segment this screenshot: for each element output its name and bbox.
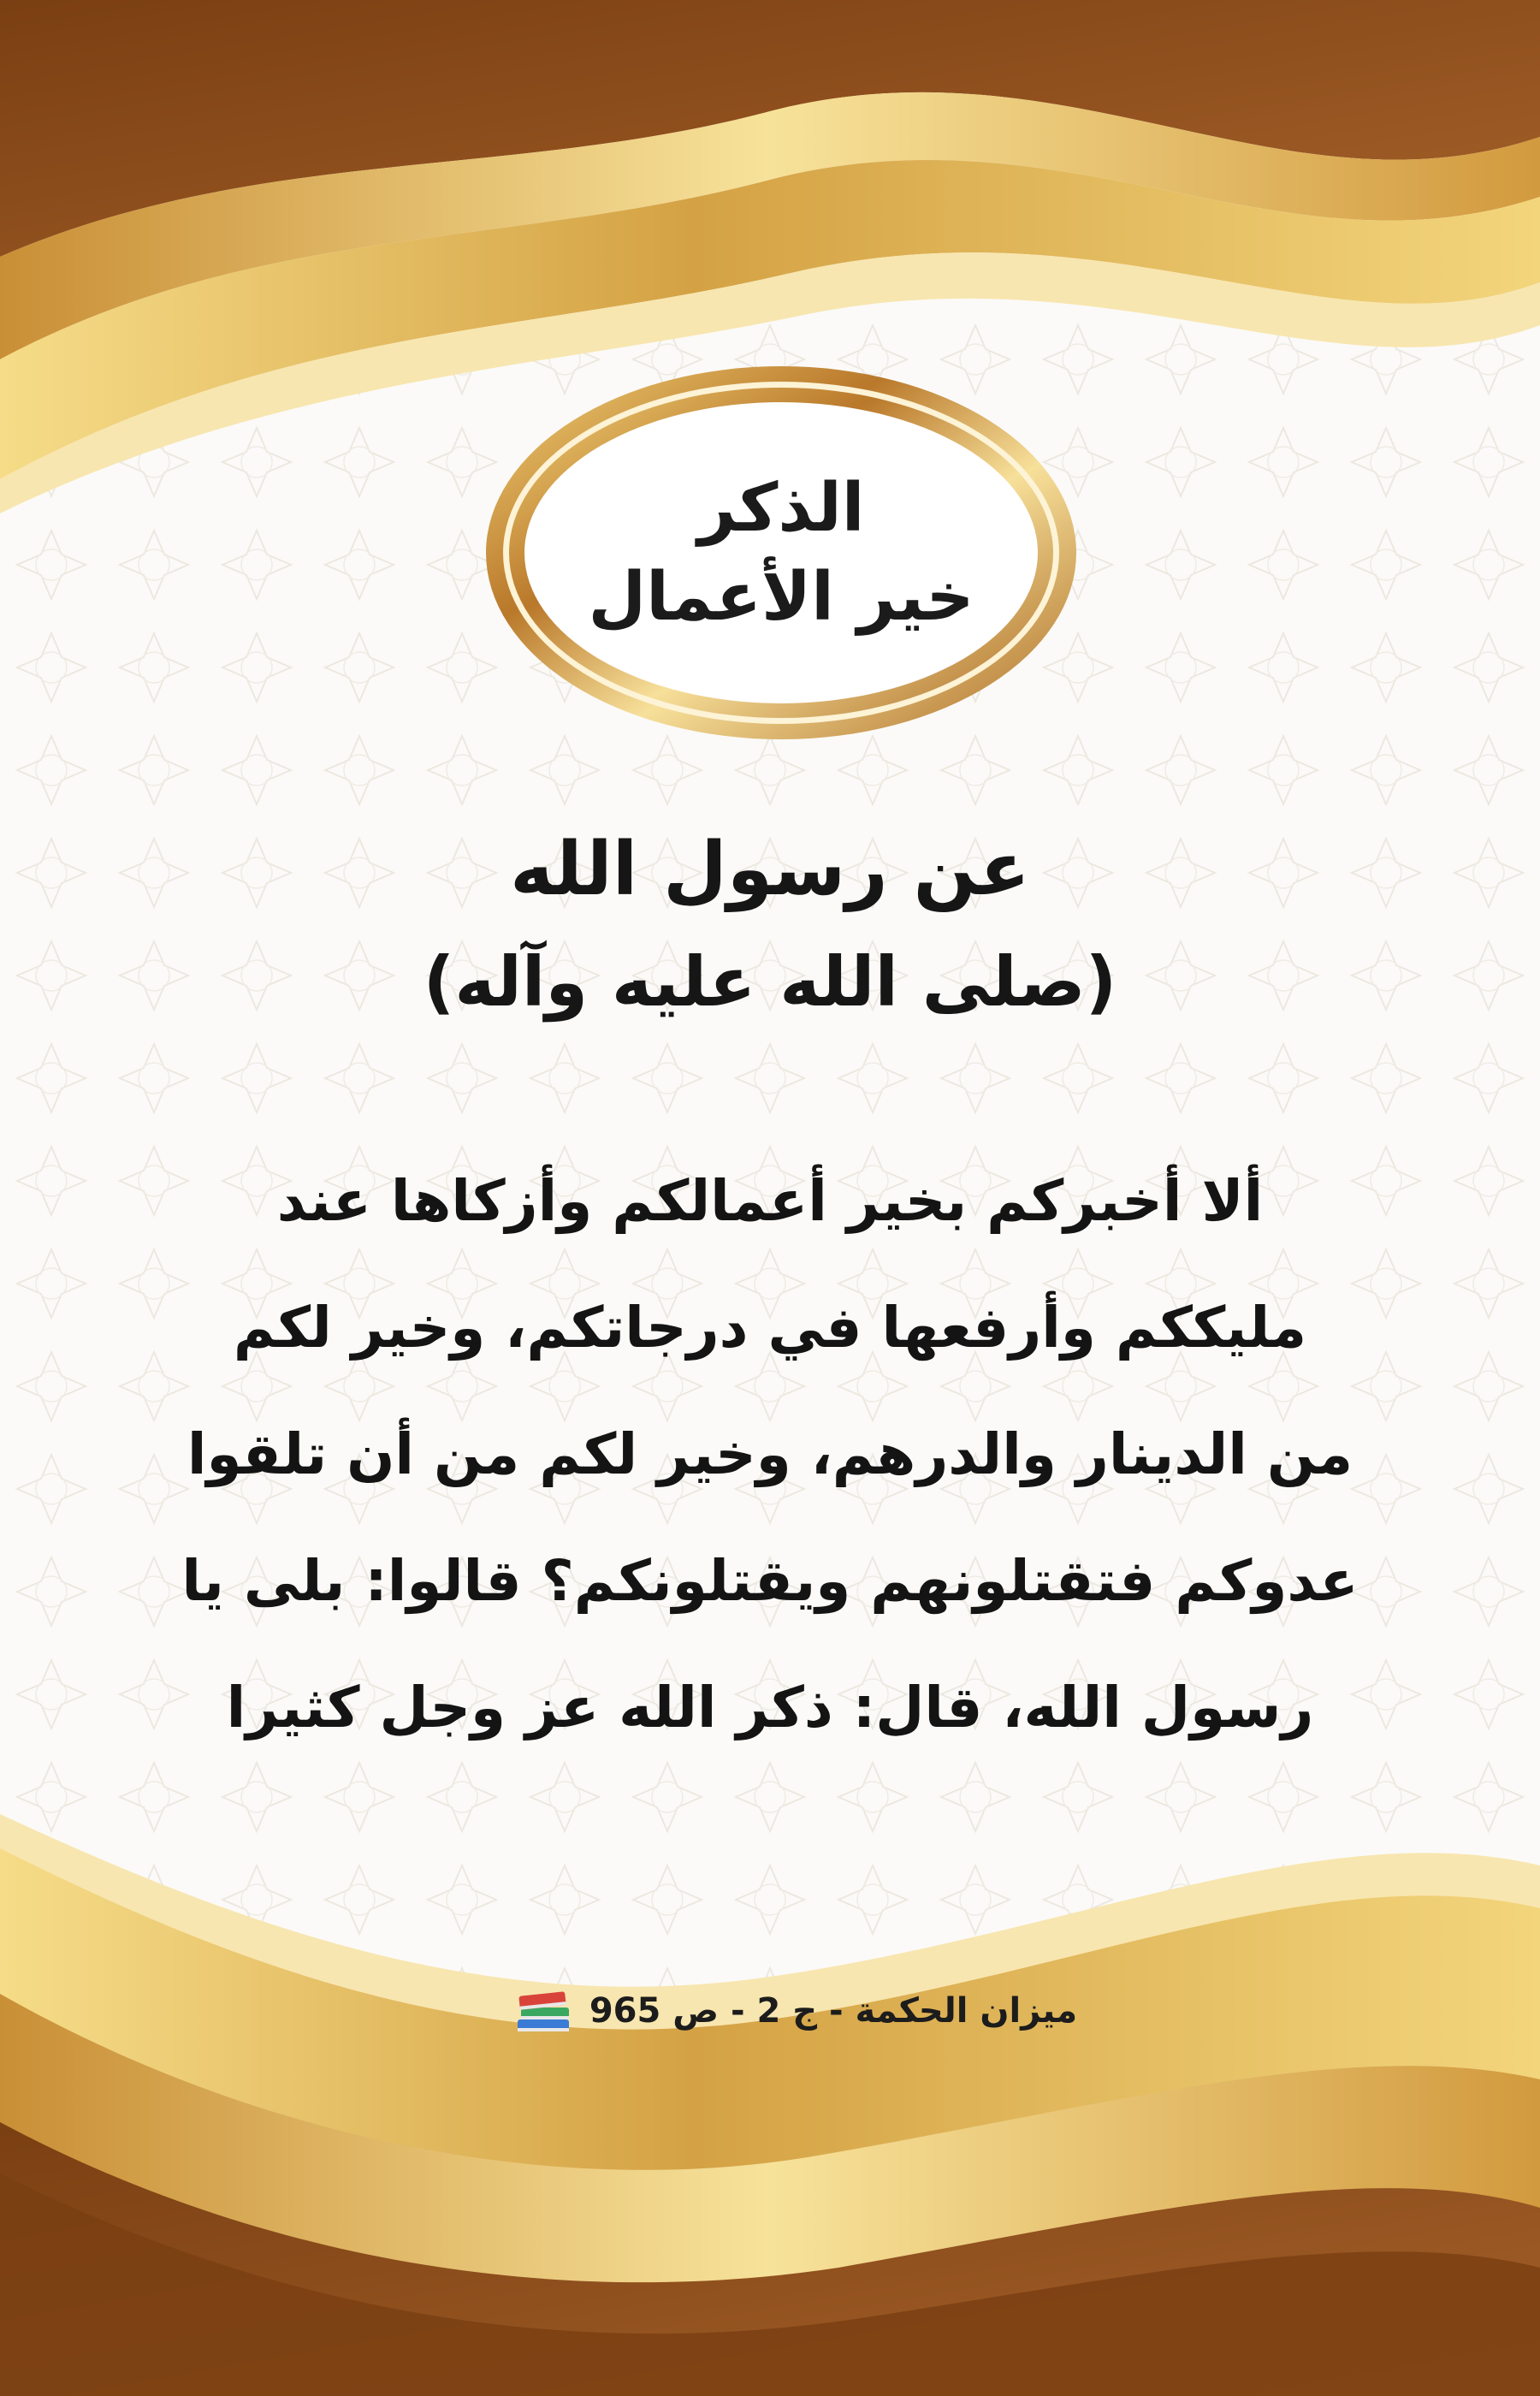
hadith-line: مليككم وأرفعها في درجاتكم، وخير لكم (233, 1295, 1307, 1361)
source-reference (428, 1977, 1164, 2045)
attribution (171, 813, 1369, 1039)
hadith-line: ألا أخبركم بخير أعمالكم وأزكاها عند (276, 1168, 1264, 1234)
medallion-title (477, 358, 1085, 748)
source-text: ميزان الحكمة - ج 2 - ص 965 (589, 1991, 1078, 2031)
hadith-text (94, 1138, 1446, 1771)
hadith-line: من الدينار والدرهم، وخير لكم من أن تلقوا (187, 1421, 1353, 1487)
medallion-line-2: خير الأعمال (588, 559, 974, 636)
books-icon (514, 1984, 576, 2038)
hadith-line: رسول الله، قال: ذكر الله عز وجل كثيرا (226, 1675, 1314, 1741)
attribution-line-1: عن رسول الله (510, 827, 1030, 912)
attribution-line-2: (صلى الله عليه وآله) (423, 942, 1117, 1022)
medallion-line-1: الذكر (697, 470, 865, 547)
hadith-line: عدوكم فتقتلونهم ويقتلونكم؟ قالوا: بلى يا (181, 1548, 1359, 1614)
